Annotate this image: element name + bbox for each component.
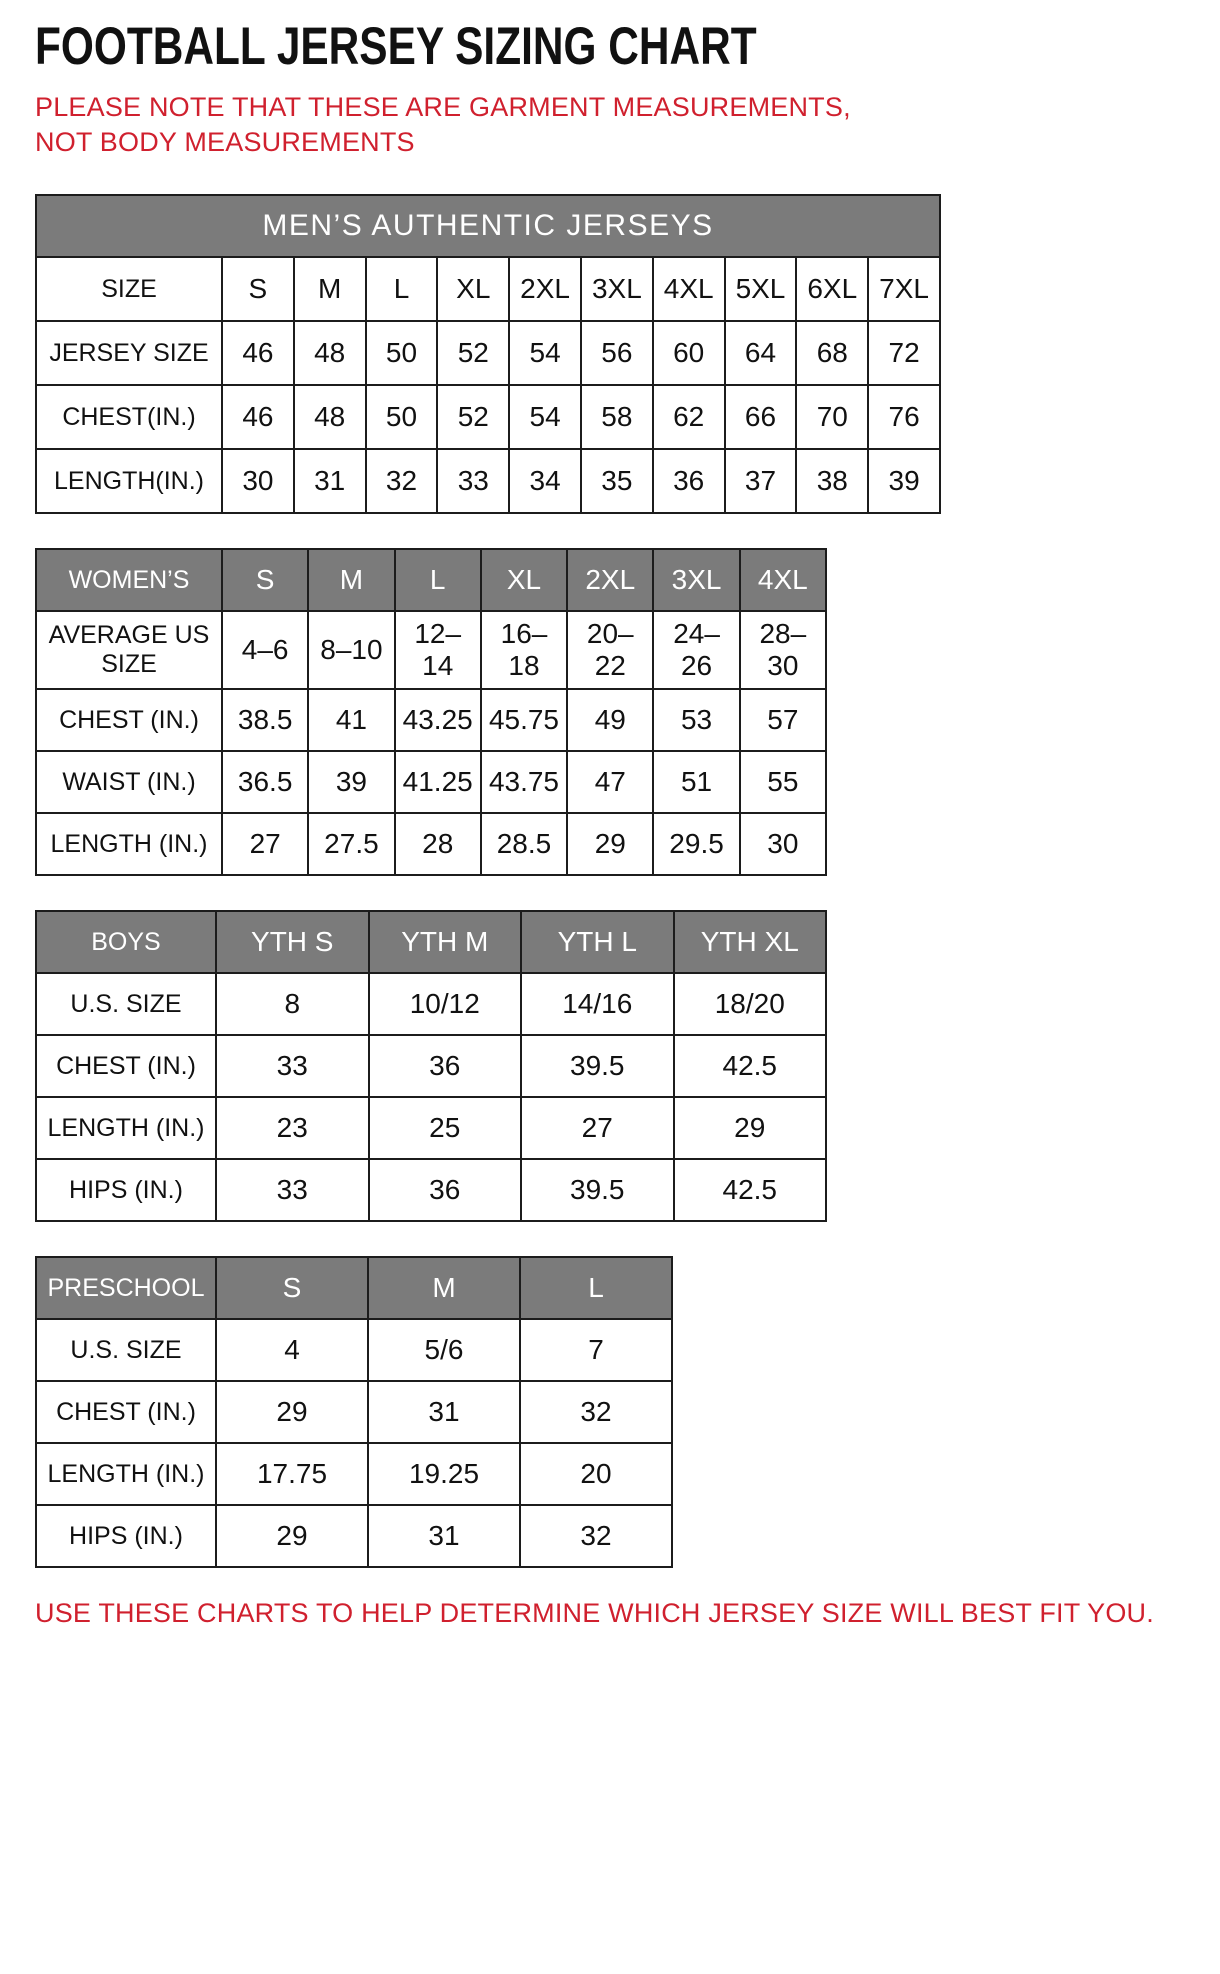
table-cell: 33 [216, 1159, 369, 1221]
table-row [36, 1319, 672, 1381]
mens-jerseys-table [35, 194, 941, 514]
table-cell: 36 [653, 449, 725, 513]
row-label: JERSEY SIZE [36, 321, 222, 385]
table-cell: 33 [437, 449, 509, 513]
table-cell: 72 [868, 321, 940, 385]
page-title [35, 17, 1182, 76]
table-cell: 53 [653, 689, 739, 751]
size-column-header: 2XL [567, 549, 653, 611]
table-cell: 32 [366, 449, 438, 513]
garment-measurement-note: PLEASE NOTE THAT THESE ARE GARMENT MEASUREMENTS, NOT BODY MEASUREMENTS [35, 92, 851, 158]
table-cell: 41 [308, 689, 394, 751]
table-cell: 27.5 [308, 813, 394, 875]
table-header-label: WOMEN’S [36, 549, 222, 611]
table-row [36, 751, 826, 813]
row-label: U.S. SIZE [36, 1319, 216, 1381]
table-cell: 50 [366, 385, 438, 449]
size-column-header: YTH M [369, 911, 522, 973]
table-cell: 28 [395, 813, 481, 875]
table-cell: 52 [437, 385, 509, 449]
table-row [36, 449, 940, 513]
table-cell: 16–18 [481, 611, 567, 689]
row-label: CHEST(IN.) [36, 385, 222, 449]
table-cell: 25 [369, 1097, 522, 1159]
table-cell: 57 [740, 689, 826, 751]
preschool-table-header-row [36, 1257, 672, 1319]
mens-table-title-row [36, 195, 940, 257]
table-row [36, 1505, 672, 1567]
table-cell: 24–26 [653, 611, 739, 689]
table-cell: 31 [368, 1381, 520, 1443]
table-cell: 4–6 [222, 611, 308, 689]
table-row [36, 973, 826, 1035]
table-cell: 43.75 [481, 751, 567, 813]
footer-note: USE THESE CHARTS TO HELP DETERMINE WHICH JERSEY SIZE WILL BEST FIT YOU. [35, 1598, 1154, 1629]
table-cell: S [222, 257, 294, 321]
table-row [36, 257, 940, 321]
table-cell: 32 [520, 1381, 672, 1443]
table-cell: 20 [520, 1443, 672, 1505]
table-cell: 30 [222, 449, 294, 513]
table-cell: 20–22 [567, 611, 653, 689]
table-cell: 29 [216, 1505, 368, 1567]
table-cell: 7 [520, 1319, 672, 1381]
table-cell: 54 [509, 385, 581, 449]
size-column-header: YTH L [521, 911, 674, 973]
table-cell: 64 [725, 321, 797, 385]
table-cell: 47 [567, 751, 653, 813]
row-label: WAIST (IN.) [36, 751, 222, 813]
table-cell: 56 [581, 321, 653, 385]
womens-table-header-row [36, 549, 826, 611]
table-cell: 41.25 [395, 751, 481, 813]
table-row [36, 1097, 826, 1159]
table-cell: M [294, 257, 366, 321]
preschool-table-head [36, 1257, 672, 1319]
table-cell: 38 [796, 449, 868, 513]
table-cell: 29 [674, 1097, 827, 1159]
table-row [36, 689, 826, 751]
row-label: HIPS (IN.) [36, 1159, 216, 1221]
row-label: HIPS (IN.) [36, 1505, 216, 1567]
row-label: CHEST (IN.) [36, 1381, 216, 1443]
table-cell: 37 [725, 449, 797, 513]
table-row [36, 1159, 826, 1221]
table-cell: 36.5 [222, 751, 308, 813]
size-column-header: S [222, 549, 308, 611]
table-cell: 19.25 [368, 1443, 520, 1505]
table-cell: 66 [725, 385, 797, 449]
table-cell: 46 [222, 321, 294, 385]
table-cell: 17.75 [216, 1443, 368, 1505]
table-cell: 31 [368, 1505, 520, 1567]
table-cell: 3XL [581, 257, 653, 321]
table-cell: 35 [581, 449, 653, 513]
preschool-table-body [36, 1319, 672, 1567]
table-header-label: PRESCHOOL [36, 1257, 216, 1319]
table-cell: 39.5 [521, 1035, 674, 1097]
row-label: LENGTH(IN.) [36, 449, 222, 513]
table-cell: 18/20 [674, 973, 827, 1035]
table-cell: 62 [653, 385, 725, 449]
table-row [36, 1381, 672, 1443]
row-label: AVERAGE US SIZE [36, 611, 222, 689]
table-cell: 29.5 [653, 813, 739, 875]
table-cell: 58 [581, 385, 653, 449]
table-cell: 49 [567, 689, 653, 751]
table-cell: 27 [521, 1097, 674, 1159]
table-cell: 68 [796, 321, 868, 385]
table-cell: 30 [740, 813, 826, 875]
table-row [36, 1035, 826, 1097]
row-label: SIZE [36, 257, 222, 321]
table-cell: 23 [216, 1097, 369, 1159]
table-cell: 27 [222, 813, 308, 875]
table-cell: 76 [868, 385, 940, 449]
row-label: LENGTH (IN.) [36, 813, 222, 875]
table-cell: 8–10 [308, 611, 394, 689]
page-title-text: FOOTBALL JERSEY SIZING CHART [35, 17, 757, 76]
table-cell: 39.5 [521, 1159, 674, 1221]
table-cell: 32 [520, 1505, 672, 1567]
size-column-header: L [520, 1257, 672, 1319]
boys-table-head [36, 911, 826, 973]
size-column-header: M [368, 1257, 520, 1319]
table-cell: 50 [366, 321, 438, 385]
table-row [36, 385, 940, 449]
table-cell: 2XL [509, 257, 581, 321]
table-cell: 43.25 [395, 689, 481, 751]
table-cell: 60 [653, 321, 725, 385]
boys-table-body [36, 973, 826, 1221]
size-column-header: XL [481, 549, 567, 611]
table-cell: 14/16 [521, 973, 674, 1035]
table-cell: 54 [509, 321, 581, 385]
table-cell: 70 [796, 385, 868, 449]
mens-table-head [36, 195, 940, 257]
table-cell: L [366, 257, 438, 321]
table-cell: 5XL [725, 257, 797, 321]
womens-table-head [36, 549, 826, 611]
table-cell: 29 [567, 813, 653, 875]
boys-jerseys-table [35, 910, 827, 1222]
table-row [36, 321, 940, 385]
mens-table-title: MEN’S AUTHENTIC JERSEYS [36, 195, 940, 257]
table-cell: 29 [216, 1381, 368, 1443]
table-cell: 34 [509, 449, 581, 513]
table-cell: XL [437, 257, 509, 321]
row-label: CHEST (IN.) [36, 1035, 216, 1097]
table-cell: 39 [308, 751, 394, 813]
row-label: U.S. SIZE [36, 973, 216, 1035]
row-label: LENGTH (IN.) [36, 1097, 216, 1159]
table-cell: 7XL [868, 257, 940, 321]
size-column-header: L [395, 549, 481, 611]
table-cell: 48 [294, 385, 366, 449]
table-row [36, 611, 826, 689]
table-cell: 4XL [653, 257, 725, 321]
row-label: LENGTH (IN.) [36, 1443, 216, 1505]
table-cell: 4 [216, 1319, 368, 1381]
table-cell: 10/12 [369, 973, 522, 1035]
table-cell: 6XL [796, 257, 868, 321]
table-cell: 39 [868, 449, 940, 513]
womens-table-body [36, 611, 826, 875]
table-header-label: BOYS [36, 911, 216, 973]
size-column-header: 3XL [653, 549, 739, 611]
size-column-header: YTH XL [674, 911, 827, 973]
table-cell: 45.75 [481, 689, 567, 751]
womens-jerseys-table [35, 548, 827, 876]
table-cell: 31 [294, 449, 366, 513]
table-cell: 51 [653, 751, 739, 813]
boys-table-header-row [36, 911, 826, 973]
table-cell: 36 [369, 1035, 522, 1097]
table-cell: 28.5 [481, 813, 567, 875]
table-row [36, 1443, 672, 1505]
table-cell: 55 [740, 751, 826, 813]
table-cell: 46 [222, 385, 294, 449]
size-column-header: M [308, 549, 394, 611]
table-cell: 42.5 [674, 1035, 827, 1097]
table-cell: 28–30 [740, 611, 826, 689]
table-cell: 5/6 [368, 1319, 520, 1381]
table-cell: 33 [216, 1035, 369, 1097]
size-column-header: 4XL [740, 549, 826, 611]
preschool-jerseys-table [35, 1256, 673, 1568]
table-cell: 38.5 [222, 689, 308, 751]
table-cell: 52 [437, 321, 509, 385]
table-row [36, 813, 826, 875]
size-column-header: S [216, 1257, 368, 1319]
row-label: CHEST (IN.) [36, 689, 222, 751]
mens-table-body [36, 257, 940, 513]
size-column-header: YTH S [216, 911, 369, 973]
table-cell: 48 [294, 321, 366, 385]
table-cell: 8 [216, 973, 369, 1035]
table-cell: 12–14 [395, 611, 481, 689]
table-cell: 36 [369, 1159, 522, 1221]
table-cell: 42.5 [674, 1159, 827, 1221]
